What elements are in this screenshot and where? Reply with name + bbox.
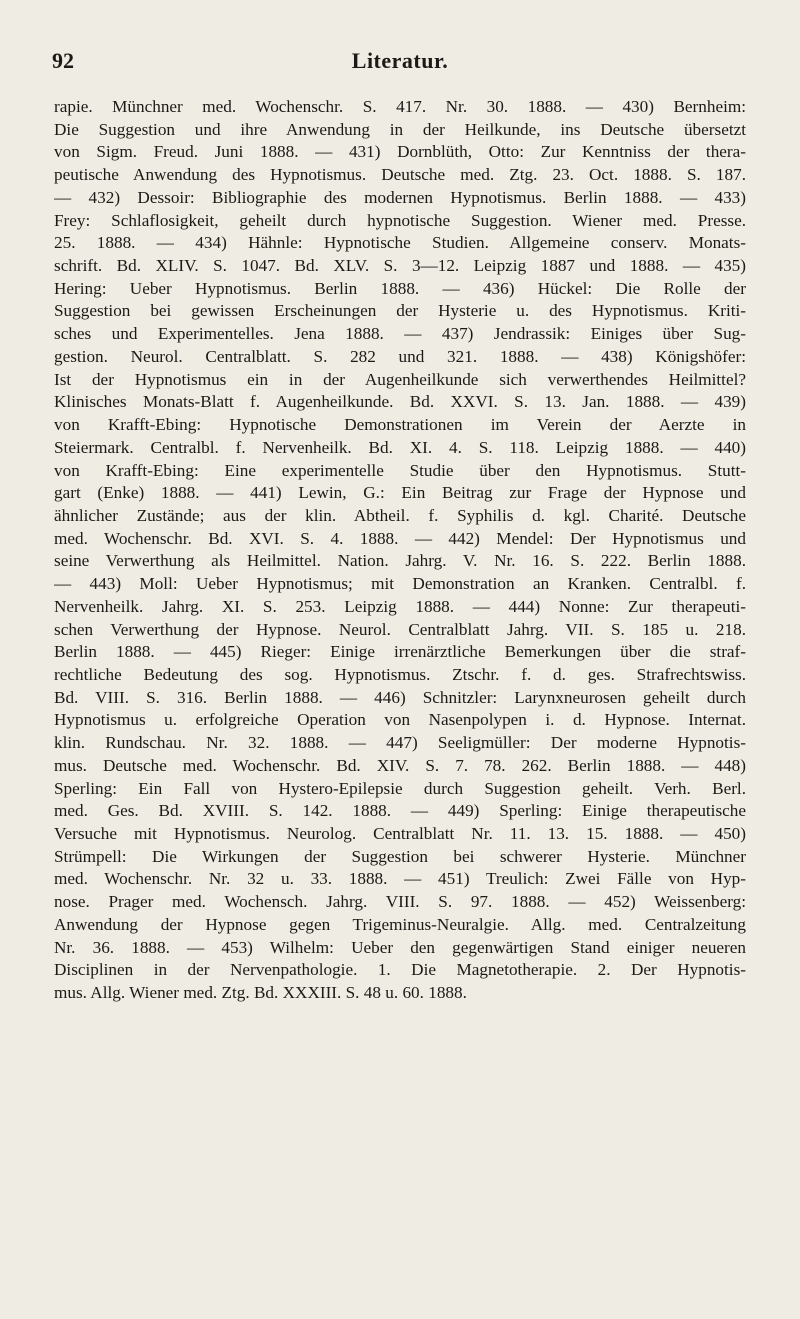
text-line: ähnlicher Zustände; aus der klin. Abtheil. f. Syphilis d. kgl. Charité. Deutsche <box>54 505 746 525</box>
text-line: rechtliche Bedeutung des sog. Hypnotismus. Ztschr. f. d. ges. Strafrechtswiss. <box>54 664 746 684</box>
text-line: Anwendung der Hypnose gegen Trigeminus-Neuralgie. Allg. med. Centralzeitung <box>54 914 746 934</box>
text-line: Berlin 1888. — 445) Rieger: Einige irrenärztliche Bemerkungen über die straf- <box>54 642 746 662</box>
text-line: Nr. 36. 1888. — 453) Wilhelm: Ueber den gegenwärtigen Stand einiger neueren <box>54 937 746 957</box>
text-line: med. Wochenschr. Bd. XVI. S. 4. 1888. — 442) Mendel: Der Hypnotismus und <box>54 528 746 548</box>
text-line: von Krafft-Ebing: Eine experimentelle Studie über den Hypnotismus. Stutt- <box>54 460 746 480</box>
text-line: Frey: Schlaflosigkeit, geheilt durch hypnotische Suggestion. Wiener med. Presse. <box>54 210 746 230</box>
text-line: Ist der Hypnotismus ein in der Augenheilkunde sich verwerthendes Heilmittel? <box>54 369 746 389</box>
page-header <box>52 48 748 78</box>
text-line: 25. 1888. — 434) Hähnle: Hypnotische Studien. Allgemeine conserv. Monats- <box>54 233 746 253</box>
text-line: Klinisches Monats-Blatt f. Augenheilkunde. Bd. XXVI. S. 13. Jan. 1888. — 439) <box>54 392 746 412</box>
text-line: klin. Rundschau. Nr. 32. 1888. — 447) Seeligmüller: Der moderne Hypnotis- <box>54 733 746 753</box>
page-number: 92 <box>52 48 74 73</box>
text-line: Suggestion bei gewissen Erscheinungen der Hysterie u. des Hypnotismus. Kriti- <box>54 301 746 321</box>
text-line: Steiermark. Centralbl. f. Nervenheilk. Bd. XI. 4. S. 118. Leipzig 1888. — 440) <box>54 437 746 457</box>
running-title: Literatur. <box>351 48 449 73</box>
bibliography-text <box>54 96 746 1005</box>
text-line: Hering: Ueber Hypnotismus. Berlin 1888. — 436) Hückel: Die Rolle der <box>54 278 746 298</box>
text-line: — 432) Dessoir: Bibliographie des modernen Hypnotismus. Berlin 1888. — 433) <box>54 187 746 207</box>
text-line: peutische Anwendung des Hypnotismus. Deutsche med. Ztg. 23. Oct. 1888. S. 187. <box>54 165 746 185</box>
text-line: seine Verwerthung als Heilmittel. Nation. Jahrg. V. Nr. 16. S. 222. Berlin 1888. <box>54 551 746 571</box>
text-line: Die Suggestion und ihre Anwendung in der Heilkunde, ins Deutsche übersetzt <box>54 119 746 139</box>
text-line: Sperling: Ein Fall von Hystero-Epilepsie durch Suggestion geheilt. Verh. Berl. <box>54 778 746 798</box>
text-line: Nervenheilk. Jahrg. XI. S. 253. Leipzig 1888. — 444) Nonne: Zur therapeuti- <box>54 596 746 616</box>
text-line: mus. Deutsche med. Wochenschr. Bd. XIV. S. 7. 78. 262. Berlin 1888. — 448) <box>54 755 746 775</box>
text-line: med. Wochenschr. Nr. 32 u. 33. 1888. — 451) Treulich: Zwei Fälle von Hyp- <box>54 869 746 889</box>
text-line: Disciplinen in der Nervenpathologie. 1. Die Magnetotherapie. 2. Der Hypnotis- <box>54 960 746 980</box>
text-line: von Krafft-Ebing: Hypnotische Demonstrationen im Verein der Aerzte in <box>54 415 746 435</box>
text-line: Versuche mit Hypnotismus. Neurolog. Centralblatt Nr. 11. 13. 15. 1888. — 450) <box>54 824 746 843</box>
text-line: gestion. Neurol. Centralblatt. S. 282 und 321. 1888. — 438) Königshöfer: <box>54 346 746 366</box>
text-line: von Sigm. Freud. Juni 1888. — 431) Dornblüth, Otto: Zur Kenntniss der thera- <box>54 142 746 162</box>
text-line: Hypnotismus u. erfolgreiche Operation von Nasenpolypen i. d. Hypnose. Internat. <box>54 710 746 730</box>
text-line: rapie. Münchner med. Wochenschr. S. 417. Nr. 30. 1888. — 430) Bernheim: <box>54 97 746 116</box>
text-line: nose. Prager med. Wochensch. Jahrg. VIII. S. 97. 1888. — 452) Weissenberg: <box>54 892 746 912</box>
text-line: med. Ges. Bd. XVIII. S. 142. 1888. — 449) Sperling: Einige therapeutische <box>54 801 746 821</box>
text-line: Strümpell: Die Wirkungen der Suggestion bei schwerer Hysterie. Münchner <box>54 846 746 866</box>
text-line: schen Verwerthung der Hypnose. Neurol. Centralblatt Jahrg. VII. S. 185 u. 218. <box>54 619 746 639</box>
text-line: — 443) Moll: Ueber Hypnotismus; mit Demonstration an Kranken. Centralbl. f. <box>54 574 746 594</box>
text-line: Bd. VIII. S. 316. Berlin 1888. — 446) Schnitzler: Larynxneurosen geheilt durch <box>54 687 746 707</box>
text-line: gart (Enke) 1888. — 441) Lewin, G.: Ein Beitrag zur Frage der Hypnose und <box>54 483 746 503</box>
text-line: schrift. Bd. XLIV. S. 1047. Bd. XLV. S. 3—12. Leipzig 1887 und 1888. — 435) <box>54 256 746 276</box>
text-line: sches und Experimentelles. Jena 1888. — 437) Jendrassik: Einiges über Sug- <box>54 324 746 344</box>
text-line: mus. Allg. Wiener med. Ztg. Bd. XXXIII. S. 48 u. 60. 1888. <box>54 983 467 1003</box>
